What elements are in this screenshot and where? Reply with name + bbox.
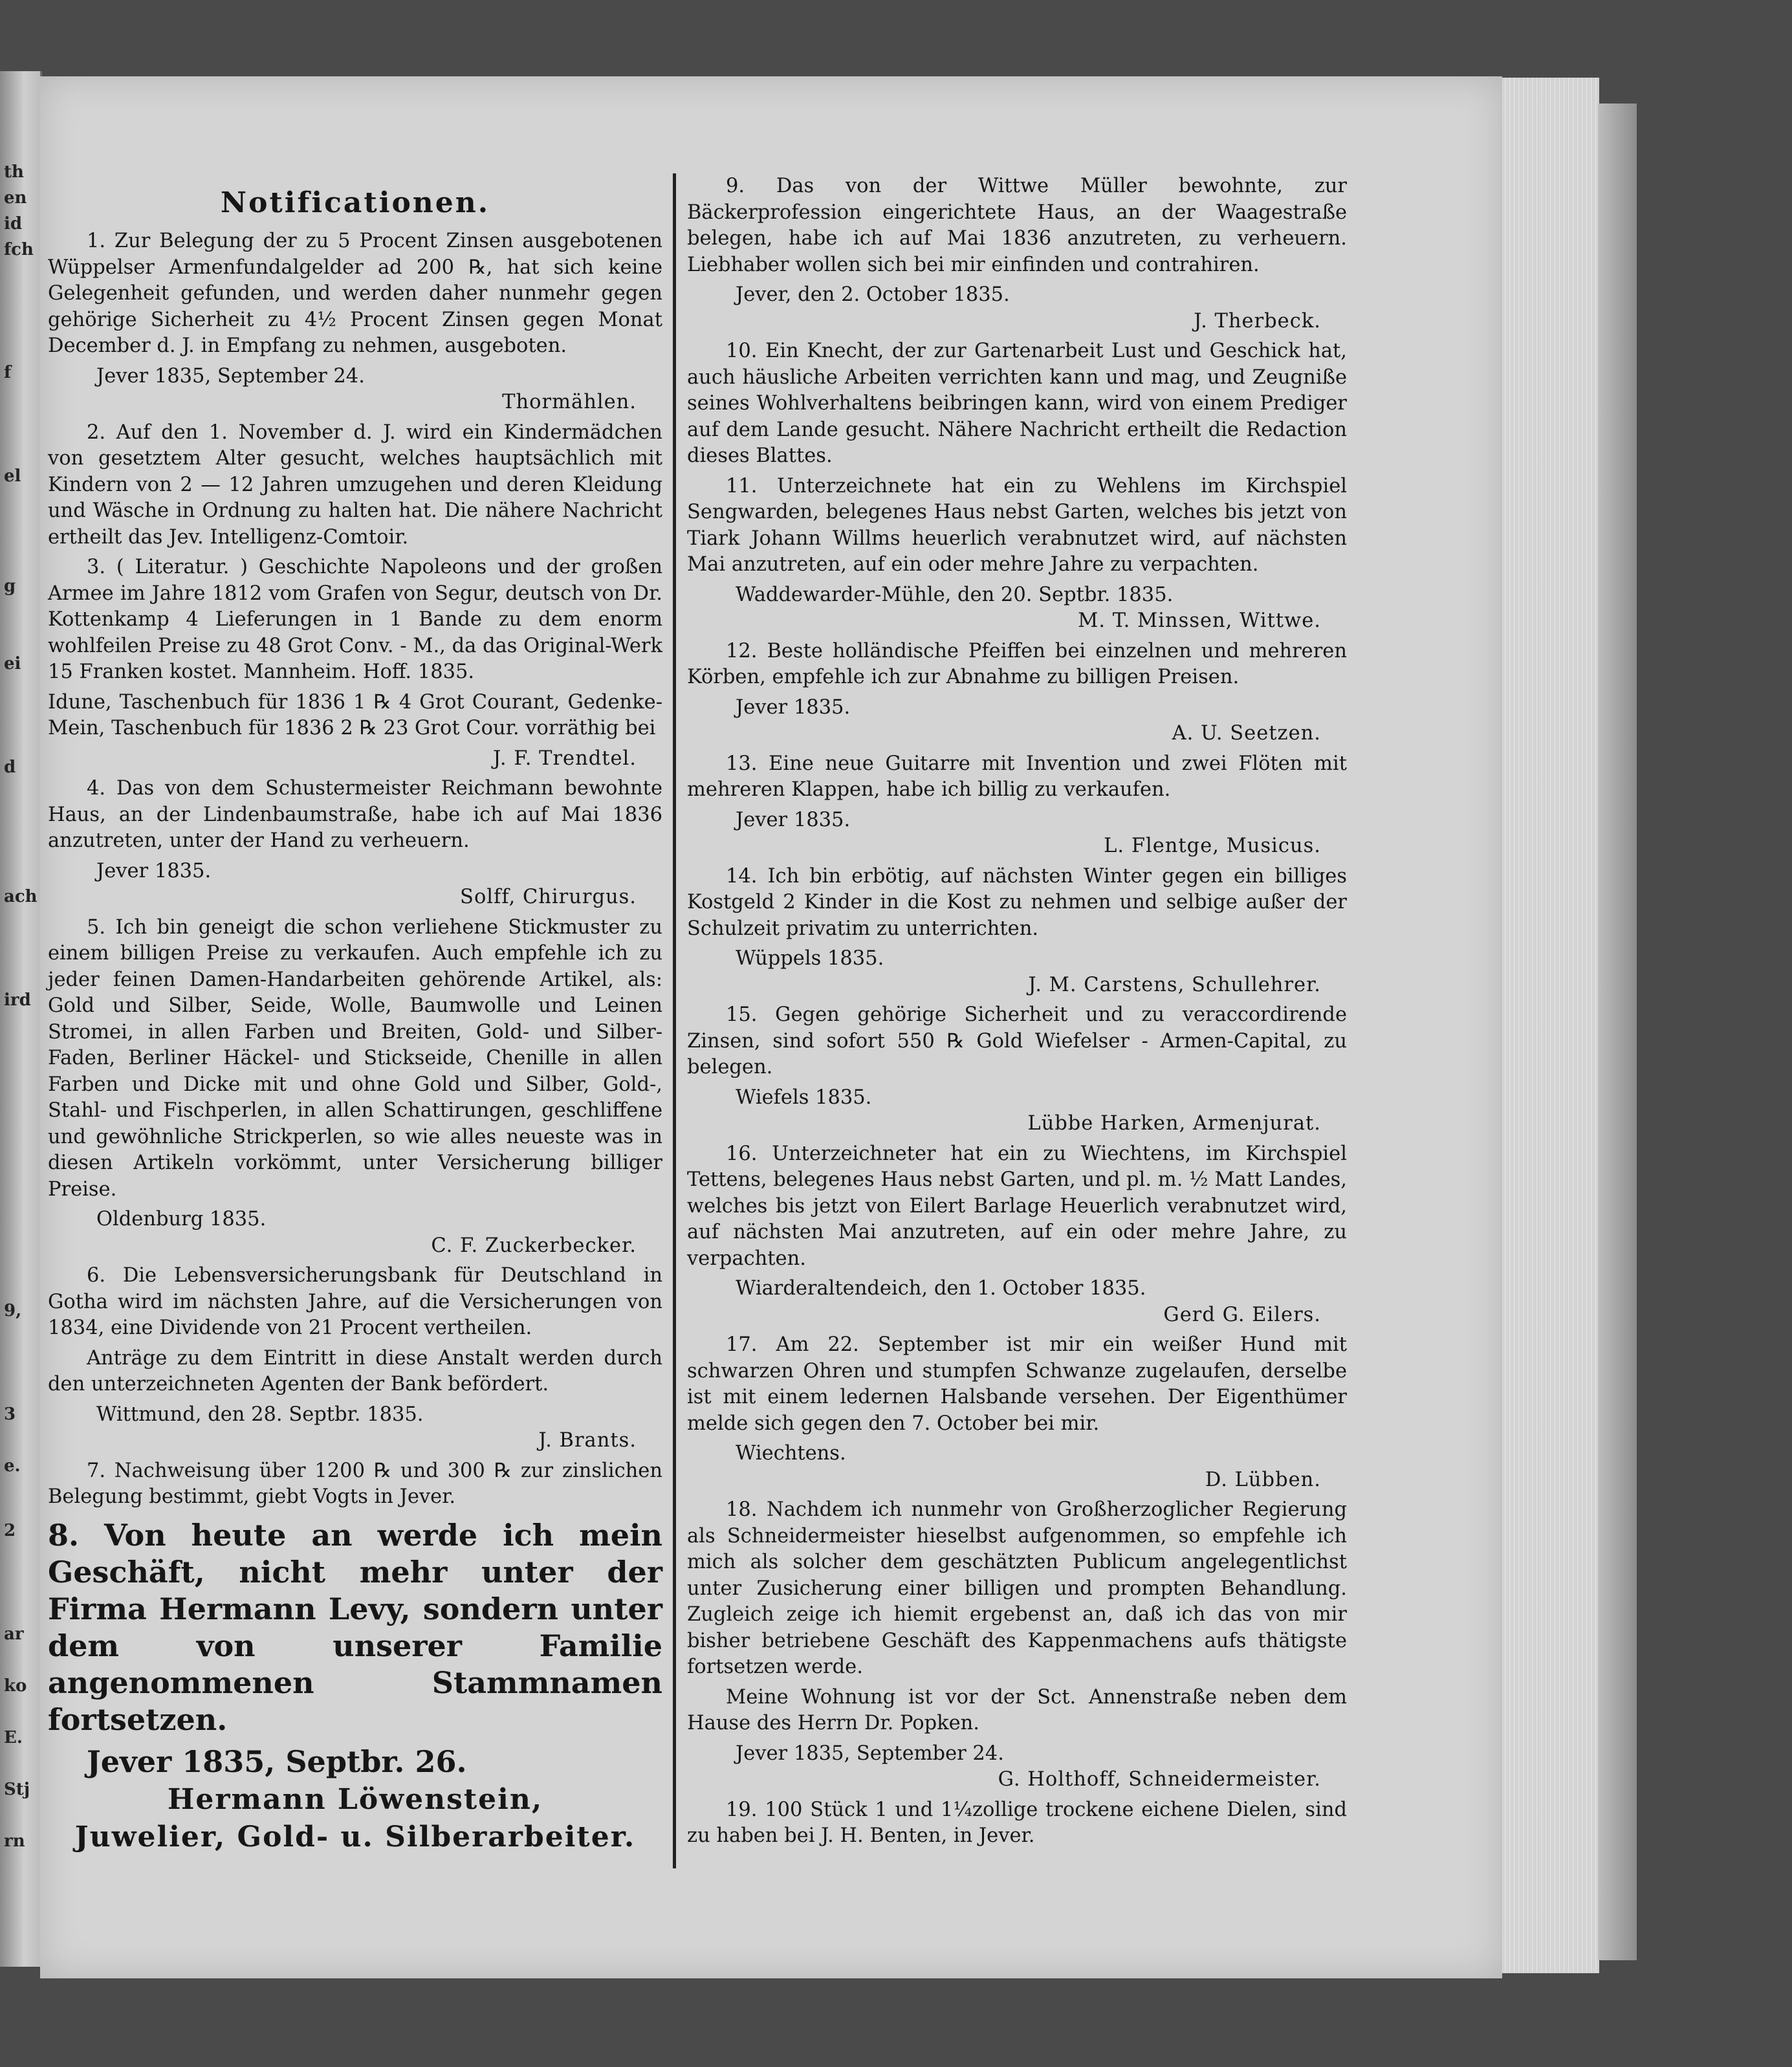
notice-1-signature: Thormählen. <box>502 391 637 413</box>
prev-fragment: d <box>4 758 16 777</box>
prev-fragment: rn <box>4 1832 25 1851</box>
notice-18-text-2: Meine Wohnung ist vor der Sct. Annenstraße neben dem Hause des Herrn Dr. Popken. <box>687 1685 1347 1734</box>
prev-fragment: el <box>4 466 21 486</box>
notice-11-text: 11. Unterzeichnete hat ein zu Wehlens im Kirchspiel Sengwarden, belegenes Haus nebst Garten, welches bis jetzt von Tiark Johann Willms heuerlich verabnutzet wird, auf nächsten Mai anzutreten, auf ein oder mehre Jahre zu verpachten. <box>687 474 1347 576</box>
notice-13-text: 13. Eine neue Guitarre mit Invention und zwei Flöten mit mehreren Klappen, habe ich billig zu verkaufen. <box>687 752 1347 801</box>
prev-fragment: fch <box>4 240 34 259</box>
notice-17-date: Wiechtens. <box>736 1442 846 1465</box>
notice-4-signature: Solff, Chirurgus. <box>460 886 637 908</box>
notice-6-date: Wittmund, den 28. Septbr. 1835. <box>96 1403 424 1426</box>
prev-fragment: f <box>4 363 12 382</box>
column-divider <box>673 173 676 1868</box>
page-title: Notificationen. <box>220 186 490 219</box>
previous-page-edge <box>0 71 42 1967</box>
prev-fragment: ird <box>4 990 31 1010</box>
prev-fragment: ko <box>4 1676 27 1696</box>
notice-3-text: 3. ( Literatur. ) Geschichte Napoleons und der großen Armee im Jahre 1812 vom Grafen von Segur, deutsch von Dr. Kottenkamp 4 Lieferungen in 1 Bande zu dem enorm wohlfeilen Preise zu 48 Grot Conv. - M., da das Original-Werk 15 Franken kostet. Mannheim. Hoff. 1835. <box>48 556 662 683</box>
prev-fragment: en <box>4 188 27 208</box>
notice-18-text: 18. Nachdem ich nunmehr von Großherzoglicher Regierung als Schneidermeister hieselbst aufgenommen, so empfehle ich mich als solcher dem geschätzten Publicum angelegentlichst unter Zusicherung einer billigen und prompten Behandlung. Zugleich zeige ich hiemit ergebenst an, daß ich das von mir bisher betriebene Geschäft des Kappenmachens aufs thätigste fortsetzen werde. <box>687 1498 1347 1678</box>
notice-15-text: 15. Gegen gehörige Sicherheit und zu veraccordirende Zinsen, sind sofort 550 ℞ Gold Wiefelser - Armen-Capital, zu belegen. <box>687 1003 1347 1078</box>
notice-5-signature: C. F. Zuckerbecker. <box>431 1234 637 1257</box>
notice-9-text: 9. Das von der Wittwe Müller bewohnte, zur Bäckerprofession eingerichtete Haus, an der Waagestraße belegen, habe ich auf Mai 1836 anzutreten, zu verheuern. Liebhaber wollen sich bei mir einfinden und contrahiren. <box>687 175 1347 276</box>
notice-9-date: Jever, den 2. October 1835. <box>736 283 1010 306</box>
prev-fragment: ei <box>4 654 21 673</box>
page-edges <box>1501 78 1599 1973</box>
notice-3-signature: J. F. Trendtel. <box>493 747 637 770</box>
notice-8-signature-name: Hermann Löwenstein, <box>167 1782 543 1816</box>
prev-fragment: Stj <box>4 1780 30 1799</box>
notice-13-signature: L. Flentge, Musicus. <box>1104 835 1321 857</box>
notice-9-signature: J. Therbeck. <box>1194 309 1321 333</box>
notice-4-text: 4. Das von dem Schustermeister Reichmann bewohnte Haus, an der Lindenbaumstraße, habe ich auf Mai 1836 anzutreten, unter der Hand zu verheuern. <box>48 777 662 852</box>
notice-6-text: 6. Die Lebensversicherungsbank für Deutschland in Gotha wird im nächsten Jahre, auf die Versicherungen von 1834, eine Dividende von 21 Procent vertheilen. <box>48 1264 662 1339</box>
notice-12-signature: A. U. Seetzen. <box>1172 722 1321 745</box>
notice-15-date: Wiefels 1835. <box>736 1086 872 1109</box>
notice-15-signature: Lübbe Harken, Armenjurat. <box>1027 1112 1321 1135</box>
notice-13-date: Jever 1835. <box>736 808 851 831</box>
notice-11-date: Waddewarder-Mühle, den 20. Septbr. 1835. <box>736 583 1174 606</box>
prev-fragment: 2 <box>4 1521 16 1540</box>
notice-12-text: 12. Beste holländische Pfeiffen bei einzelnen und mehreren Körben, empfehle ich zur Abnahme zu billigen Preisen. <box>687 639 1347 688</box>
notice-1-text: 1. Zur Belegung der zu 5 Procent Zinsen ausgebotenen Wüppelser Armenfundalgelder ad 200 ℞, hat sich keine Gelegenheit gefunden, und werden daher nunmehr gegen gehörige Sicherheit zu 4½ Procent Zinsen gegen Monat December d. J. in Empfang zu nehmen, ausgeboten. <box>48 230 662 357</box>
notice-17-signature: D. Lübben. <box>1205 1468 1321 1491</box>
notice-14-text: 14. Ich bin erbötig, auf nächsten Winter gegen ein billiges Kostgeld 2 Kinder in die Kost zu nehmen und selbige außer der Schulzeit privatim zu unterrichten. <box>687 864 1347 940</box>
notice-14-date: Wüppels 1835. <box>736 947 884 970</box>
notice-8-date: Jever 1835, Septbr. 26. <box>87 1744 467 1779</box>
notice-5-text: 5. Ich bin geneigt die schon verliehene Stickmuster zu einem billigen Preise zu verkaufen. Auch empfehle ich zu jeder feinen Damen-Handarbeiten gehörende Artikel, als: Gold und Silber, Seide, Wolle, Baumwolle und Leinen Stromei, in allen Farben und Breiten, Gold- und Silber-Faden, Berliner Häckel- und Stickseide, Chenille in allen Farben und Dicke mit und ohne Gold und Silber, Gold-, Stahl- und Fischperlen, in allen Schattirungen, geschliffene und gewöhnliche Strickperlen, so wie alles neueste was in diesen Artikeln vorkömmt, unter Versicherung billiger Preise. <box>48 915 662 1201</box>
notice-12-date: Jever 1835. <box>736 695 851 719</box>
notice-2-text: 2. Auf den 1. November d. J. wird ein Kindermädchen von gesetztem Alter gesucht, welches hauptsächlich mit Kindern von 2 — 12 Jahren umzugehen und deren Kleidung und Wäsche in Ordnung zu halten hat. Die nähere Nachricht ertheilt das Jev. Intelligenz-Comtoir. <box>48 421 662 549</box>
notice-11-signature: M. T. Minssen, Wittwe. <box>1078 609 1321 632</box>
notice-6-text-2: Anträge zu dem Eintritt in diese Anstalt werden durch den unterzeichneten Agenten der Bank befördert. <box>48 1346 662 1395</box>
prev-fragment: ar <box>4 1624 24 1644</box>
prev-fragment: 3 <box>4 1405 16 1424</box>
notice-5-date: Oldenburg 1835. <box>96 1208 267 1230</box>
notice-14-signature: J. M. Carstens, Schullehrer. <box>1028 973 1321 996</box>
notice-8-text: 8. Von heute an werde ich mein Geschäft, nicht mehr unter der Firma Hermann Levy, sondern unter dem von unserer Familie angenommenen Stammnamen fortsetzen. <box>48 1517 662 1737</box>
prev-fragment: id <box>4 214 23 234</box>
prev-fragment: e. <box>4 1456 21 1476</box>
prev-fragment: g <box>4 576 16 596</box>
notice-16-text: 16. Unterzeichneter hat ein zu Wiechtens, im Kirchspiel Tettens, belegenes Haus nebst Garten, und pl. m. ½ Matt Landes, welches bis jetzt von Eilert Barlage Heuerlich verabnutzet wird, auf nächsten Mai anzutreten, auf ein oder mehre Jahre, zu verpachten. <box>687 1142 1347 1270</box>
notice-18-signature: G. Holthoff, Schneidermeister. <box>998 1768 1321 1791</box>
prev-fragment: th <box>4 162 24 182</box>
notice-7-text: 7. Nachweisung über 1200 ℞ und 300 ℞ zur zinslichen Belegung bestimmt, giebt Vogts in Jever. <box>48 1459 662 1508</box>
prev-fragment: E. <box>4 1728 23 1747</box>
notice-8-signature-title: Juwelier, Gold- u. Silberarbeiter. <box>74 1820 636 1854</box>
notice-16-signature: Gerd G. Eilers. <box>1163 1303 1321 1326</box>
newspaper-page <box>40 76 1502 1978</box>
notice-19-text: 19. 100 Stück 1 und 1¼zollige trockene eichene Dielen, sind zu haben bei J. H. Benten, in Jever. <box>687 1798 1347 1847</box>
prev-fragment: ach <box>4 887 38 906</box>
right-column <box>687 173 1347 1854</box>
notice-3-text-2: Idune, Taschenbuch für 1836 1 ℞ 4 Grot Courant, Gedenke-Mein, Taschenbuch für 1836 2 ℞ 23 Grot Cour. vorräthig bei <box>48 690 662 739</box>
book-cover-edge <box>1598 104 1637 1960</box>
notice-6-signature: J. Brants. <box>538 1429 637 1452</box>
notice-10-text: 10. Ein Knecht, der zur Gartenarbeit Lust und Geschick hat, auch häusliche Arbeiten verrichten kann und mag, und Zeugniße seines Wohlverhaltens beibringen kann, wird von einem Prediger auf dem Lande gesucht. Nähere Nachricht ertheilt die Redaction dieses Blattes. <box>687 340 1347 467</box>
left-column <box>48 173 662 1856</box>
notice-17-text: 17. Am 22. September ist mir ein weißer Hund mit schwarzen Ohren und stumpfen Schwanze zugelaufen, derselbe ist mit einem ledernen Halsbande versehen. Der Eigenthümer melde sich gegen den 7. October bei mir. <box>687 1333 1347 1435</box>
prev-fragment: 9, <box>4 1301 22 1320</box>
notice-18-date: Jever 1835, September 24. <box>736 1742 1004 1765</box>
notice-1-date: Jever 1835, September 24. <box>96 364 365 388</box>
notice-4-date: Jever 1835. <box>96 859 212 882</box>
notice-16-date: Wiarderaltendeich, den 1. October 1835. <box>736 1277 1146 1300</box>
